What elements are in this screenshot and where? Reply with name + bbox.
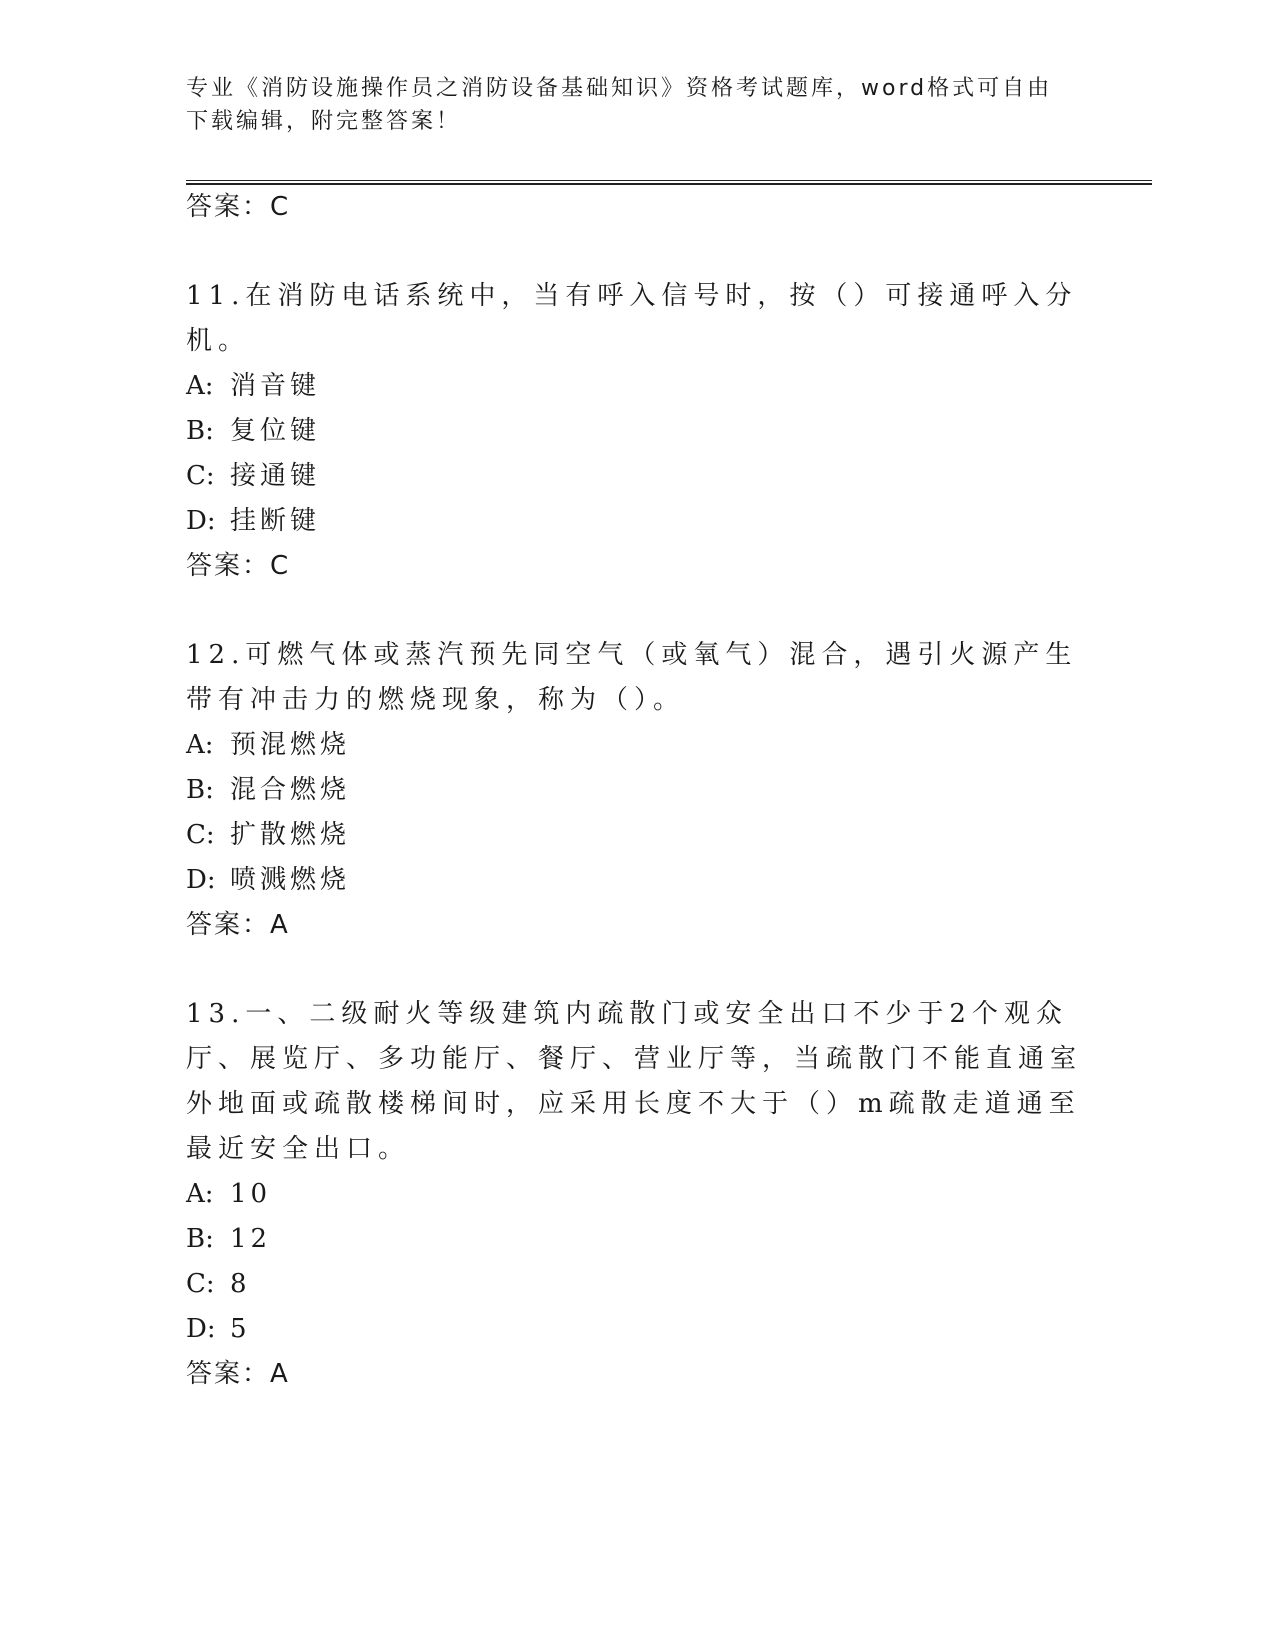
- question-13: [186, 992, 1146, 1397]
- option-b: [186, 1217, 1146, 1262]
- option-b: [186, 768, 1146, 813]
- option-text: 消音键: [230, 371, 321, 401]
- option-c: [186, 813, 1146, 858]
- option-d: [186, 499, 1146, 544]
- option-text: 预混燃烧: [230, 730, 351, 760]
- option-a: [186, 723, 1146, 768]
- option-letter: A:: [186, 371, 214, 401]
- option-letter: B:: [186, 416, 214, 446]
- option-c: [186, 1262, 1146, 1307]
- question-text: 11.在消防电话系统中，当有呼入信号时，按（）可接通呼入分机。: [186, 281, 1078, 356]
- option-text: 混合燃烧: [230, 775, 351, 805]
- option-text: 接通键: [230, 461, 321, 491]
- question-answer: 答案：C: [186, 551, 291, 581]
- option-c: [186, 454, 1146, 499]
- option-b: [186, 409, 1146, 454]
- option-a: [186, 1172, 1146, 1217]
- option-letter: D:: [186, 1314, 216, 1344]
- option-a: [186, 364, 1146, 409]
- option-d: [186, 1307, 1146, 1352]
- question-11: [186, 274, 1146, 589]
- option-text: 挂断键: [230, 506, 321, 536]
- option-text: 8: [230, 1269, 251, 1299]
- option-letter: B:: [186, 1224, 214, 1254]
- document-page: [186, 72, 1146, 1397]
- option-text: 10: [230, 1179, 272, 1209]
- option-letter: A:: [186, 730, 214, 760]
- option-text: 复位键: [230, 416, 321, 446]
- previous-answer: 答案：C: [186, 192, 291, 222]
- page-header-text: 专业《消防设施操作员之消防设备基础知识》资格考试题库，word格式可自由下载编辑，附完整答案！: [186, 76, 1053, 134]
- question-text: 12.可燃气体或蒸汽预先同空气（或氧气）混合，遇引火源产生带有冲击力的燃烧现象，称为（）。: [186, 640, 1078, 715]
- question-text: 13.一、二级耐火等级建筑内疏散门或安全出口不少于2个观众厅、展览厅、多功能厅、餐厅、营业厅等，当疏散门不能直通室外地面或疏散楼梯间时，应采用长度不大于（）m疏散走道通至最近安全出口。: [186, 999, 1083, 1164]
- option-letter: C:: [186, 461, 215, 491]
- option-d: [186, 858, 1146, 903]
- question-answer: 答案：A: [186, 1359, 290, 1389]
- option-text: 喷溅燃烧: [230, 865, 351, 895]
- option-letter: D:: [186, 506, 216, 536]
- option-letter: B:: [186, 775, 214, 805]
- question-12: [186, 633, 1146, 948]
- option-letter: C:: [186, 1269, 215, 1299]
- option-letter: A:: [186, 1179, 214, 1209]
- option-letter: D:: [186, 865, 216, 895]
- option-text: 12: [230, 1224, 272, 1254]
- option-letter: C:: [186, 820, 215, 850]
- option-text: 5: [230, 1314, 251, 1344]
- option-text: 扩散燃烧: [230, 820, 351, 850]
- question-answer: 答案：A: [186, 910, 290, 940]
